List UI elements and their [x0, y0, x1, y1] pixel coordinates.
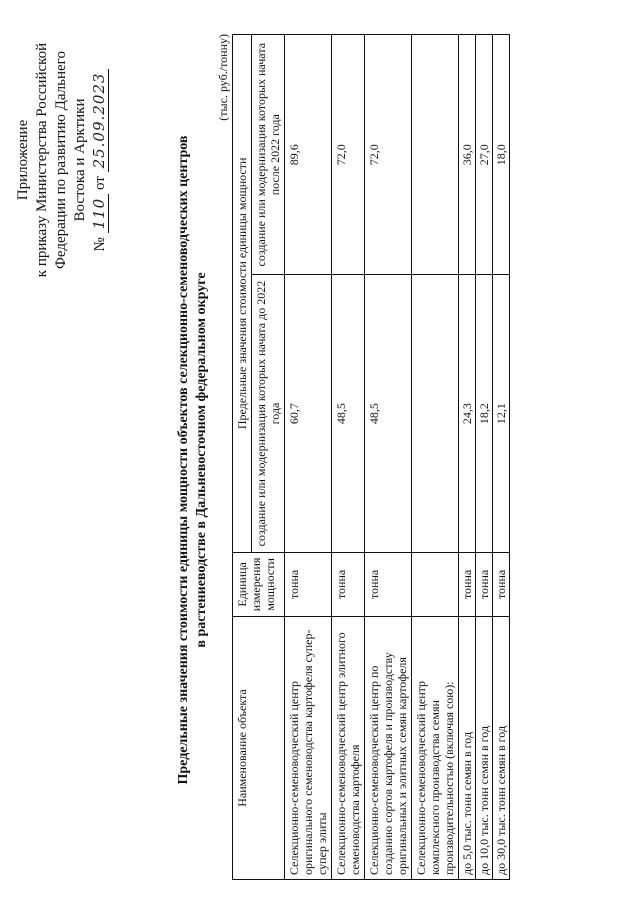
row-value-after-2022: 72,0 — [365, 35, 412, 275]
order-number-row — [90, 20, 110, 300]
row-unit: тонна — [476, 552, 493, 616]
row-unit: тонна — [332, 552, 365, 616]
units-note: (тыс. руб./тонну) — [216, 34, 230, 121]
row-unit — [412, 552, 459, 616]
order-number: 110 — [90, 194, 109, 234]
table-row — [459, 35, 476, 880]
document-title — [175, 60, 211, 860]
row-unit: тонна — [459, 552, 476, 616]
row-object-name: Селекционно-семеноводческий центр комплексного производства семян производительностью (включая сою): — [412, 617, 459, 880]
date-label: от — [92, 176, 108, 191]
row-value-after-2022 — [412, 35, 459, 275]
table-row — [285, 35, 332, 880]
row-object-name: Селекционно-семеноводческий центр по созданию сортов картофеля и производству оригинальных и элитных семян картофеля — [365, 617, 412, 880]
title-line: Предельные значения стоимости единицы мощности объектов селекционно-семеноводческих центров — [176, 135, 191, 785]
order-date: 25.09.2023 — [90, 69, 109, 173]
row-unit: тонна — [285, 552, 332, 616]
table-row — [476, 35, 493, 880]
row-value-before-2022: 48,5 — [365, 275, 412, 552]
title-line: в растениеводстве в Дальневосточном федеральном округе — [194, 272, 209, 648]
number-label: № — [92, 237, 108, 252]
row-object-name: до 30,0 тыс. тонн семян в год — [493, 617, 510, 880]
row-value-after-2022: 36,0 — [459, 35, 476, 275]
row-unit: тонна — [365, 552, 412, 616]
row-object-name: до 10,0 тыс. тонн семян в год — [476, 617, 493, 880]
row-value-before-2022: 60,7 — [285, 275, 332, 552]
approval-block — [14, 20, 110, 300]
row-value-after-2022: 18,0 — [493, 35, 510, 275]
row-value-after-2022: 72,0 — [332, 35, 365, 275]
row-value-before-2022: 12,1 — [493, 275, 510, 552]
row-object-name: Селекционно-семеноводческий центр оригинального семеноводства картофеля супер-супер элиты — [285, 617, 332, 880]
header-before-2022: создание или модернизация которых начата до 2022 года — [252, 275, 285, 552]
table-row — [332, 35, 365, 880]
row-value-after-2022: 89,6 — [285, 35, 332, 275]
approval-line: к приказу Министерства Российской — [34, 42, 50, 278]
row-value-before-2022 — [412, 275, 459, 552]
row-value-after-2022: 27,0 — [476, 35, 493, 275]
row-unit: тонна — [493, 552, 510, 616]
table-row — [412, 35, 459, 880]
row-value-before-2022: 24,3 — [459, 275, 476, 552]
cost-table — [232, 34, 510, 880]
header-after-2022: создание или модернизация которых начата после 2022 года — [252, 35, 285, 275]
approval-heading: Приложение — [15, 119, 31, 201]
header-object-name: Наименование объекта — [233, 617, 285, 880]
row-value-before-2022: 18,2 — [476, 275, 493, 552]
row-object-name: Селекционно-семеноводческий центр элитного семеноводства картофеля — [332, 617, 365, 880]
row-value-before-2022: 48,5 — [332, 275, 365, 552]
header-limit-values: Предельные значения стоимости единицы мощности — [233, 35, 252, 553]
row-object-name: до 5,0 тыс. тонн семян в год — [459, 617, 476, 880]
approval-line: Востока и Арктики — [72, 98, 88, 222]
table-row — [365, 35, 412, 880]
header-unit: Единица измерения мощности — [233, 552, 285, 616]
approval-line: Федерации по развитию Дальнего — [53, 51, 69, 269]
table-row — [493, 35, 510, 880]
